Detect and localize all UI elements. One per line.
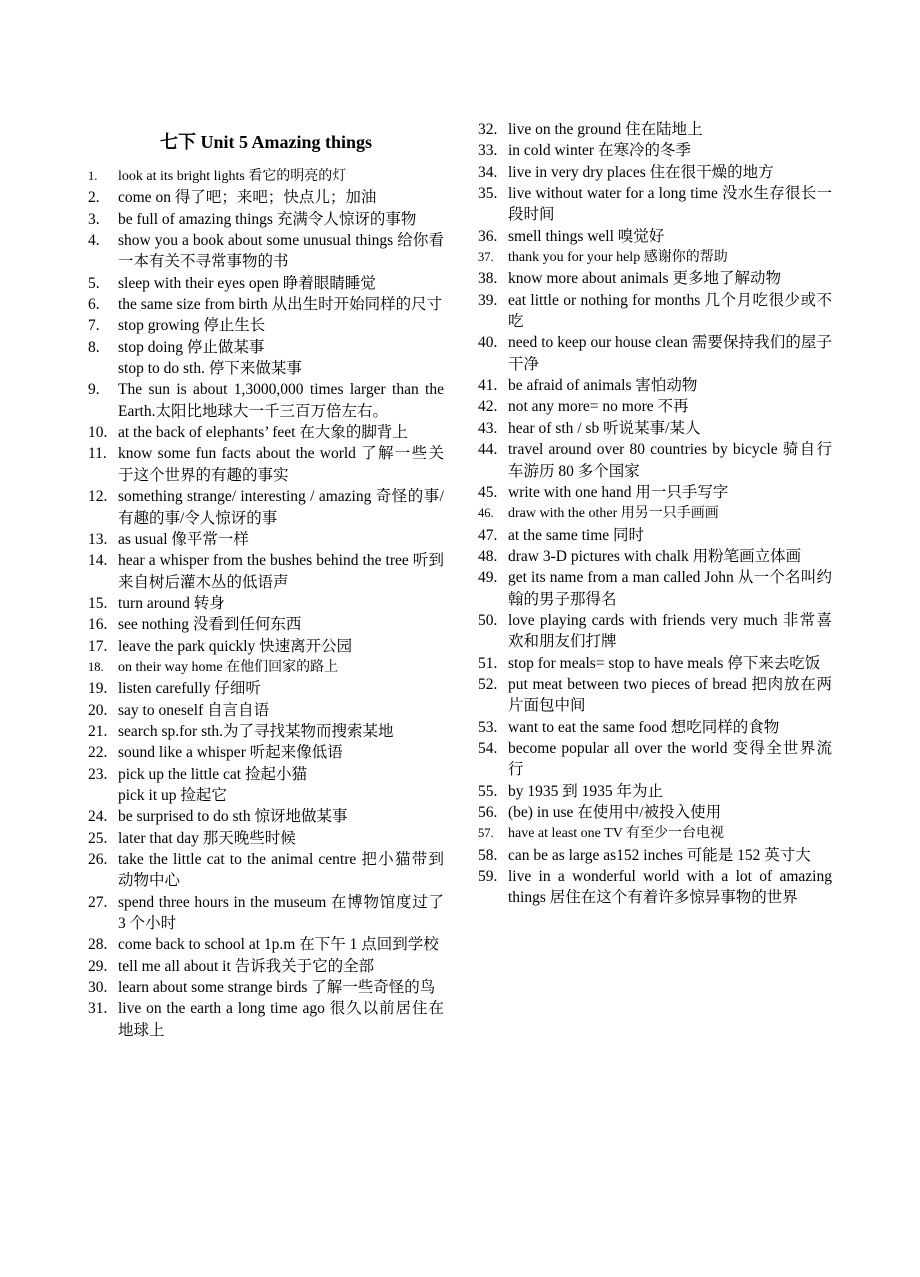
item-text: smell things well 嗅觉好	[508, 227, 665, 245]
item-number: 31.	[88, 1000, 108, 1018]
item-number: 28.	[88, 936, 108, 954]
item-number: 8.	[88, 338, 100, 356]
item-text: be afraid of animals 害怕动物	[508, 377, 698, 395]
list-item	[88, 209, 444, 230]
item-text: see nothing 没看到任何东西	[118, 616, 302, 634]
item-text: put meat between two pieces of bread 把肉放在两片面包中间	[508, 675, 832, 715]
list-item	[478, 802, 832, 823]
list-item	[478, 738, 832, 781]
list-item	[478, 823, 832, 844]
page-title: 七下 Unit 5 Amazing things	[159, 132, 373, 152]
item-text: not any more= no more 不再	[508, 398, 689, 416]
item-text: stop for meals= stop to have meals 停下来去吃饭	[508, 654, 821, 672]
list-item	[88, 700, 444, 721]
item-number: 45.	[478, 483, 498, 501]
item-number: 10.	[88, 424, 108, 442]
item-text: thank you for your help 感谢你的帮助	[508, 250, 728, 266]
item-number: 52.	[478, 675, 498, 693]
list-item	[88, 593, 444, 614]
list-item	[88, 614, 444, 635]
item-text: (be) in use 在使用中/被投入使用	[508, 804, 722, 821]
item-text: sound like a whisper 听起来像低语	[118, 744, 343, 762]
left-column	[88, 166, 444, 1041]
list-item	[478, 375, 832, 396]
list-item	[478, 525, 832, 546]
item-text: at the back of elephants’ feet 在大象的脚背上	[118, 424, 408, 442]
item-number: 18.	[88, 659, 104, 674]
item-text: search sp.for sth.为了寻找某物而搜索某地	[118, 722, 394, 740]
item-number: 56.	[478, 804, 498, 821]
list-item	[478, 482, 832, 503]
item-number: 36.	[478, 227, 498, 245]
item-text: know more about animals 更多地了解动物	[508, 270, 781, 288]
item-text: write with one hand 用一只手写字	[508, 483, 729, 501]
item-number: 7.	[88, 317, 100, 335]
list-item	[88, 379, 444, 422]
list-item	[478, 268, 832, 289]
list-item	[478, 418, 832, 439]
item-text: spend three hours in the museum 在博物馆度过了 3 个小时	[118, 893, 444, 933]
list-item	[88, 742, 444, 763]
list-item	[88, 422, 444, 443]
item-text: can be as large as152 inches 可能是 152 英寸大	[508, 846, 811, 864]
item-number: 50.	[478, 611, 498, 629]
list-item	[478, 140, 832, 161]
item-text: be full of amazing things 充满令人惊讶的事物	[118, 210, 417, 228]
list-item	[478, 119, 832, 140]
item-text: become popular all over the world 变得全世界流行	[508, 739, 832, 779]
list-item	[478, 845, 832, 866]
item-number: 59.	[478, 868, 498, 886]
item-number: 24.	[88, 808, 108, 826]
item-text: live in very dry places 住在很干燥的地方	[508, 163, 774, 181]
item-number: 4.	[88, 232, 100, 250]
item-number: 51.	[478, 654, 498, 672]
list-item	[478, 717, 832, 738]
item-text: say to oneself 自言自语	[118, 701, 270, 719]
item-number: 49.	[478, 569, 498, 587]
list-item	[478, 396, 832, 417]
item-number: 53.	[478, 718, 498, 736]
item-text: come back to school at 1p.m 在下午 1 点回到学校	[118, 936, 439, 954]
item-text: want to eat the same food 想吃同样的食物	[508, 718, 780, 736]
item-number: 23.	[88, 765, 108, 783]
item-text: be surprised to do sth 惊讶地做某事	[118, 808, 348, 826]
item-number: 38.	[478, 270, 498, 288]
item-number: 54.	[478, 739, 498, 757]
item-text: draw with the other 用另一只手画画	[508, 506, 719, 522]
item-number: 47.	[478, 526, 498, 544]
item-text: hear a whisper from the bushes behind the tree 听到来自树后灌木丛的低语声	[118, 552, 444, 591]
list-item	[478, 290, 832, 333]
item-number: 35.	[478, 185, 498, 203]
list-item	[88, 998, 444, 1041]
item-text: listen carefully 仔细听	[118, 680, 261, 698]
list-item	[478, 546, 832, 567]
item-number: 6.	[88, 296, 100, 314]
list-item	[478, 866, 832, 909]
item-number: 15.	[88, 594, 108, 612]
item-number: 11.	[88, 445, 107, 463]
list-item	[88, 934, 444, 955]
item-text: live in a wonderful world with a lot of amazing things 居住在这个有着许多惊异事物的世界	[508, 868, 832, 907]
list-item	[88, 486, 444, 529]
list-item	[478, 162, 832, 183]
list-item	[88, 956, 444, 977]
list-item	[478, 439, 832, 482]
list-item	[88, 977, 444, 998]
item-number: 40.	[478, 334, 498, 352]
list-item	[88, 849, 444, 892]
list-item	[88, 678, 444, 699]
item-subtext: stop to do sth. 停下来做某事	[118, 360, 302, 378]
item-text: travel around over 80 countries by bicycle 骑自行车游历 80 多个国家	[508, 441, 832, 480]
list-item	[88, 187, 444, 208]
item-text: at the same time 同时	[508, 526, 645, 544]
item-number: 34.	[478, 163, 498, 181]
list-item	[478, 653, 832, 674]
item-text: look at its bright lights 看它的明亮的灯	[118, 169, 347, 184]
item-number: 48.	[478, 547, 498, 565]
list-item	[88, 166, 444, 187]
item-text: The sun is about 1,3000,000 times larger than the Earth.太阳比地球大一千三百万倍左右。	[118, 381, 444, 420]
list-item	[478, 226, 832, 247]
item-number: 19.	[88, 680, 108, 698]
item-number: 43.	[478, 419, 498, 437]
item-number: 44.	[478, 441, 498, 459]
list-item	[478, 674, 832, 717]
item-number: 13.	[88, 530, 108, 548]
item-number: 27.	[88, 893, 108, 911]
list-item	[478, 183, 832, 226]
item-text: leave the park quickly 快速离开公园	[118, 637, 353, 655]
list-item	[88, 806, 444, 827]
item-text: something strange/ interesting / amazing 奇怪的事/有趣的事/令人惊讶的事	[118, 488, 444, 527]
item-text: come on 得了吧；来吧；快点儿；加油	[118, 189, 377, 207]
item-text: have at least one TV 有至少一台电视	[508, 826, 725, 842]
item-number: 16.	[88, 616, 108, 634]
item-text: live on the ground 住在陆地上	[508, 121, 703, 138]
item-text: draw 3-D pictures with chalk 用粉笔画立体画	[508, 547, 802, 565]
list-item	[88, 315, 444, 336]
item-number: 32.	[478, 121, 498, 138]
item-text: sleep with their eyes open 睁着眼睛睡觉	[118, 274, 376, 292]
item-text: love playing cards with friends very much 非常喜欢和朋友们打牌	[508, 611, 832, 651]
list-item	[88, 636, 444, 657]
item-text: get its name from a man called John 从一个名叫约翰的男子那得名	[508, 569, 832, 608]
item-number: 39.	[478, 291, 498, 309]
list-item	[88, 550, 444, 593]
item-number: 42.	[478, 398, 498, 416]
list-item	[478, 247, 832, 268]
item-number: 17.	[88, 637, 108, 655]
list-item	[478, 610, 832, 653]
right-column	[478, 119, 832, 909]
item-number: 41.	[478, 377, 498, 395]
list-item	[88, 721, 444, 742]
item-number: 2.	[88, 189, 100, 207]
item-text: tell me all about it 告诉我关于它的全部	[118, 957, 375, 975]
item-text: the same size from birth 从出生时开始同样的尺寸	[118, 296, 443, 314]
item-text: stop growing 停止生长	[118, 317, 266, 335]
item-text: eat little or nothing for months 几个月吃很少或不吃	[508, 291, 832, 331]
item-text: in cold winter 在寒冷的冬季	[508, 142, 691, 160]
item-number: 37.	[478, 250, 494, 265]
list-item	[88, 892, 444, 935]
item-number: 5.	[88, 274, 100, 292]
item-number: 12.	[88, 488, 108, 506]
item-number: 46.	[478, 506, 494, 521]
item-text: hear of sth / sb 听说某事/某人	[508, 419, 701, 437]
item-number: 20.	[88, 701, 108, 719]
item-number: 22.	[88, 744, 108, 762]
item-number: 55.	[478, 782, 498, 800]
list-item	[478, 503, 832, 524]
item-number: 21.	[88, 722, 108, 740]
item-number: 29.	[88, 957, 108, 975]
item-text: later that day 那天晚些时候	[118, 829, 296, 847]
item-text: know some fun facts about the world 了解一些关于这个世界的有趣的事实	[118, 445, 444, 484]
item-text: on their way home 在他们回家的路上	[118, 659, 339, 675]
item-text: live on the earth a long time ago 很久以前居住在地球上	[118, 1000, 444, 1039]
item-number: 1.	[88, 169, 98, 183]
item-number: 14.	[88, 552, 108, 570]
list-item	[88, 529, 444, 550]
item-number: 3.	[88, 210, 100, 228]
item-text: learn about some strange birds 了解一些奇怪的鸟	[118, 979, 436, 997]
list-item	[478, 781, 832, 802]
item-text: turn around 转身	[118, 594, 225, 612]
item-number: 30.	[88, 979, 108, 997]
item-text: by 1935 到 1935 年为止	[508, 782, 664, 800]
item-text: pick up the little cat 捡起小猫	[118, 765, 307, 783]
item-number: 33.	[478, 142, 498, 160]
list-item	[88, 337, 444, 380]
list-item	[88, 828, 444, 849]
list-item	[88, 764, 444, 807]
item-text: take the little cat to the animal centre 把小猫带到动物中心	[118, 851, 444, 890]
item-text: as usual 像平常一样	[118, 530, 249, 548]
item-number: 9.	[88, 381, 100, 399]
list-item	[88, 657, 444, 678]
list-item	[88, 273, 444, 294]
item-number: 57.	[478, 826, 494, 841]
list-item	[478, 332, 832, 375]
item-text: live without water for a long time 没水生存很长一段时间	[508, 185, 832, 224]
item-number: 25.	[88, 829, 108, 847]
list-item	[88, 230, 444, 273]
list-item	[478, 567, 832, 610]
list-item	[88, 294, 444, 315]
item-text: show you a book about some unusual things 给你看一本有关不寻常事物的书	[118, 232, 444, 271]
item-number: 26.	[88, 851, 108, 868]
list-item	[88, 443, 444, 486]
item-subtext: pick it up 捡起它	[118, 786, 227, 804]
item-number: 58.	[478, 846, 498, 864]
item-text: stop doing 停止做某事	[118, 338, 265, 356]
item-text: need to keep our house clean 需要保持我们的屋子干净	[508, 334, 832, 373]
